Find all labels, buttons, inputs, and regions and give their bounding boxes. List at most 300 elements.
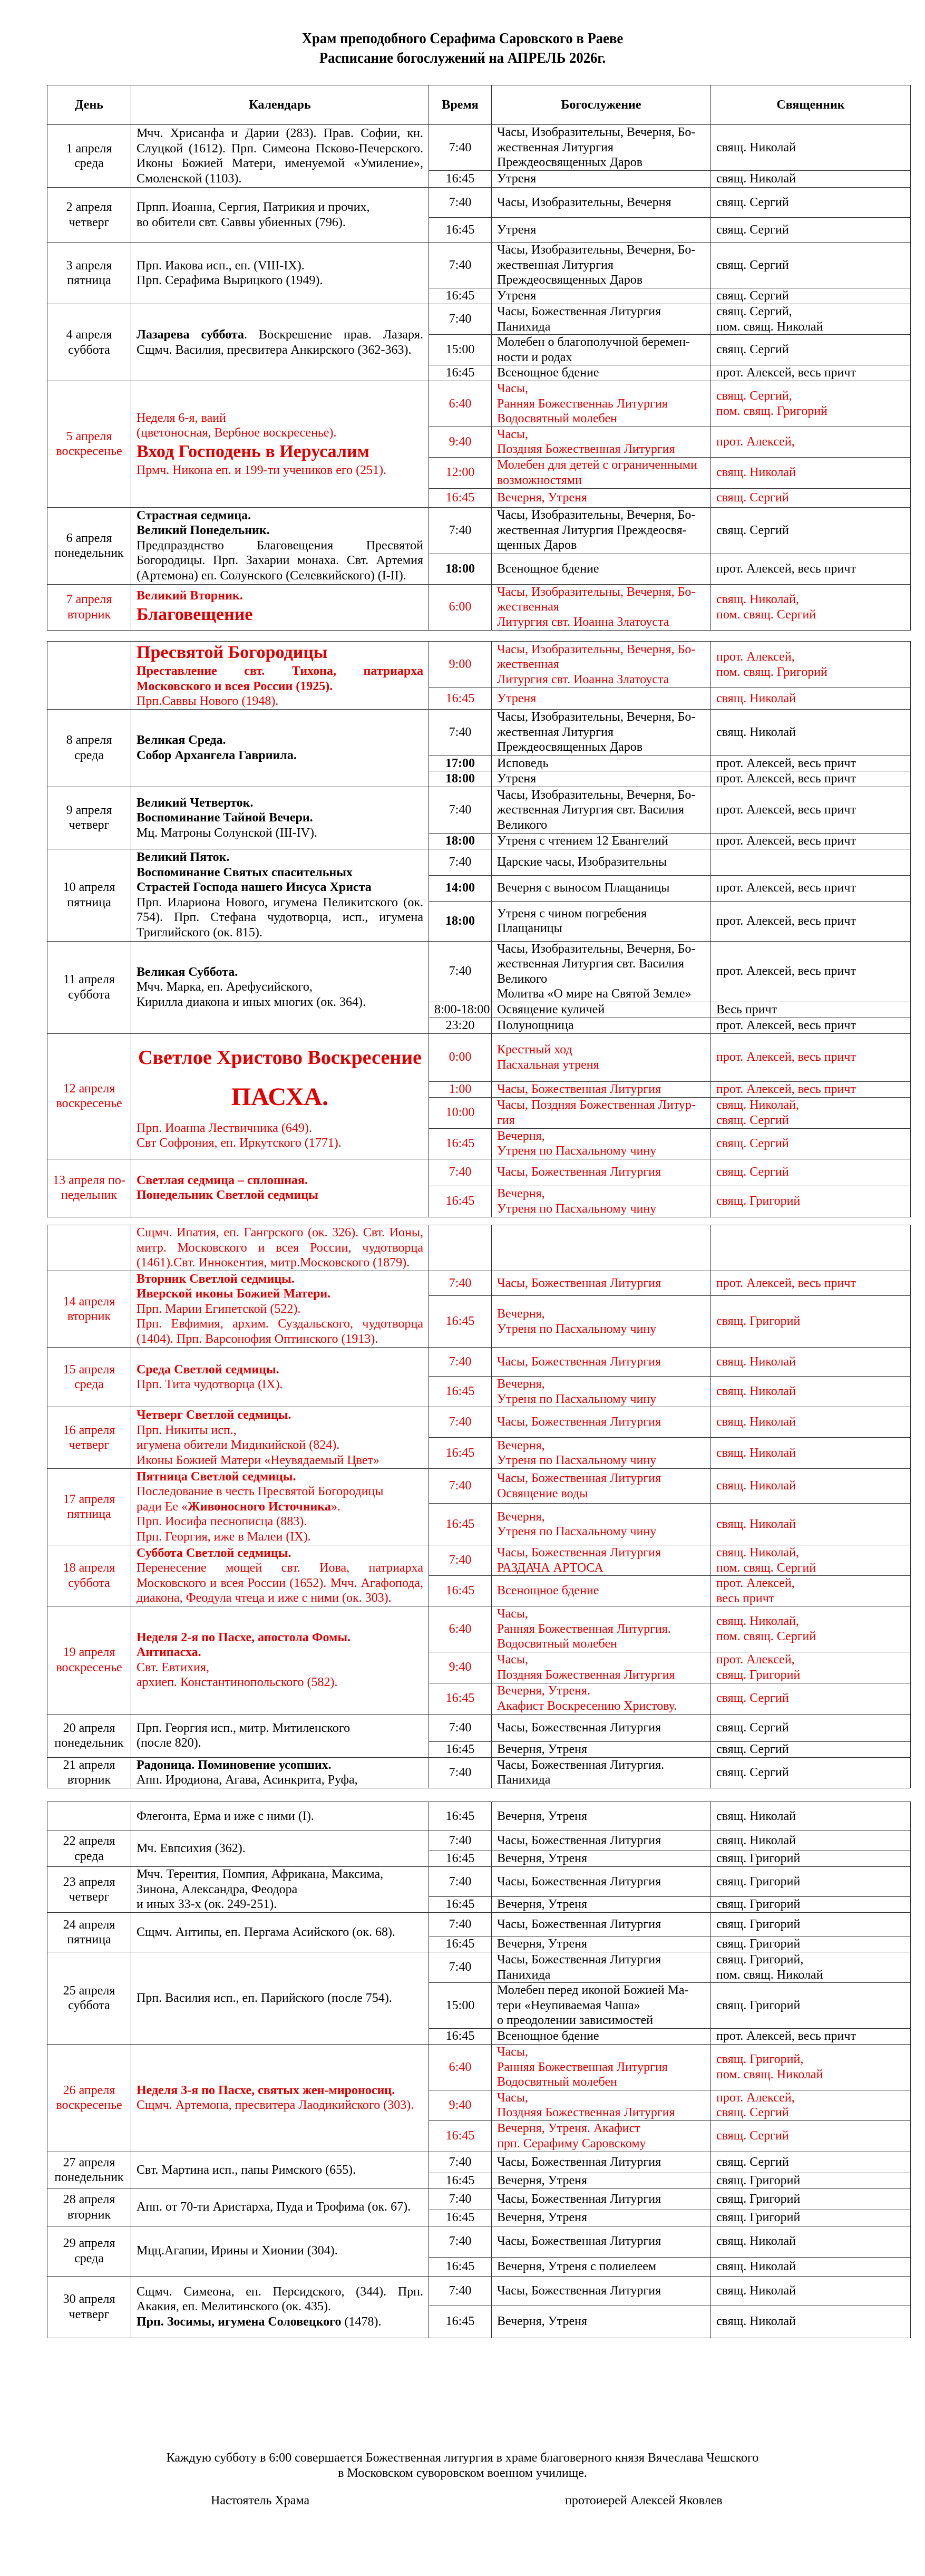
- time-cell: 15:00: [429, 335, 492, 365]
- priest-cell: [711, 1081, 911, 1097]
- service-line: Часы,: [497, 427, 529, 441]
- day-weekday: понедельник: [54, 2171, 124, 2184]
- service-line: Часы, Изобразительны, Вечерня, Бо-: [497, 243, 696, 257]
- service-cell: [492, 584, 711, 630]
- day-weekday: вторник: [67, 2207, 111, 2222]
- schedule-table: [47, 85, 911, 631]
- calendar-text: ради Ее «: [137, 1499, 188, 1514]
- feast-title-large: Светлое Христово Воскресение: [138, 1046, 422, 1069]
- service-cell: [492, 1504, 711, 1545]
- column-header: Календарь: [131, 85, 429, 125]
- day-cell: [47, 381, 131, 508]
- day-date: 4 апреля: [66, 328, 112, 342]
- calendar-cell: [131, 2188, 429, 2226]
- priest-cell: [711, 1652, 911, 1683]
- service-line: Пасхальная утреня: [497, 1058, 599, 1072]
- service-line: Часы, Изобразительны, Вечерня, Бо-: [497, 125, 696, 140]
- schedule-row: [47, 188, 911, 218]
- service-cell: [492, 1128, 711, 1159]
- day-weekday: понедельник: [54, 1736, 124, 1750]
- priest-cell: [711, 2226, 911, 2257]
- service-cell: [492, 1983, 711, 2029]
- time-cell: 16:45: [429, 1377, 492, 1407]
- priest-line: прот. Алексей,: [716, 1653, 795, 1667]
- priest-line: свящ. Николай: [716, 1809, 796, 1823]
- time-cell: [429, 1225, 492, 1271]
- priest-cell: [711, 381, 911, 427]
- priest-cell: [711, 1271, 911, 1296]
- day-weekday: суббота: [68, 343, 110, 357]
- service-cell: [492, 849, 711, 875]
- service-cell: [492, 1652, 711, 1683]
- priest-cell: [711, 218, 911, 243]
- service-line: жественная Литургия Преждеосвя-: [497, 523, 687, 537]
- service-cell: [492, 2045, 711, 2090]
- column-header: День: [47, 85, 131, 125]
- time-cell: 16:45: [429, 218, 492, 243]
- priest-line: свящ. Сергий: [716, 2106, 789, 2119]
- service-cell: [492, 1469, 711, 1504]
- service-line: Всенощное бдение: [497, 366, 599, 380]
- calendar-text: Свт. Евтихия,: [137, 1660, 210, 1674]
- time-cell: 6:40: [429, 1606, 492, 1652]
- schedule-row: [47, 2188, 911, 2210]
- service-line: Освящение воды: [497, 1486, 588, 1500]
- priest-line: свящ. Николай: [716, 172, 796, 186]
- service-cell: [492, 188, 711, 218]
- calendar-text: Прп. Марии Египетской (522).: [137, 1302, 301, 1316]
- day-cell: [47, 1952, 131, 2045]
- day-date: 23 апреля: [63, 1875, 115, 1889]
- day-weekday: четверг: [69, 1438, 110, 1452]
- day-cell: [47, 2226, 131, 2276]
- priest-line: прот. Алексей,: [716, 434, 795, 449]
- day-date: 3 апреля: [66, 258, 112, 273]
- schedule-row: [47, 507, 911, 554]
- day-weekday: суббота: [68, 1576, 110, 1590]
- priest-line: прот. Алексей, весь причт: [716, 964, 856, 979]
- service-cell: [492, 2152, 711, 2173]
- priest-line: свящ. Сергий: [716, 1113, 789, 1127]
- calendar-text: Собор Архангела Гавриила.: [137, 748, 297, 762]
- service-cell: [492, 1438, 711, 1469]
- calendar-text: ».: [330, 1499, 340, 1514]
- day-cell: [47, 125, 131, 188]
- service-line: Часы, Изобразительны, Вечерня, Бо-: [497, 585, 696, 599]
- priest-line: прот. Алексей, весь причт: [716, 1276, 856, 1290]
- service-cell: [492, 1033, 711, 1081]
- day-date: 1 апреля: [66, 141, 112, 156]
- priest-cell: [711, 2257, 911, 2276]
- time-cell: 17:00: [429, 756, 492, 771]
- priest-line: свящ. Григорий: [716, 1874, 801, 1889]
- time-cell: 10:00: [429, 1097, 492, 1128]
- service-cell: [492, 1018, 711, 1033]
- calendar-text: Флегонта, Ерма и иже с ними (I).: [137, 1809, 314, 1823]
- day-cell: [47, 1271, 131, 1348]
- day-date: 7 апреля: [66, 593, 112, 606]
- time-cell: 7:40: [429, 1271, 492, 1296]
- priest-line: пом. свящ. Сергий: [716, 607, 816, 622]
- schedule-row: [47, 243, 911, 288]
- calendar-text: Воспоминание Святых спасительных: [137, 865, 353, 879]
- day-weekday: среда: [74, 1849, 104, 1863]
- service-cell: [492, 2210, 711, 2226]
- day-cell: [47, 1225, 131, 1271]
- time-cell: 7:40: [429, 507, 492, 554]
- priest-line: свящ. Григорий: [716, 1917, 801, 1931]
- service-line: Часы, Божественная Литургия: [497, 2155, 661, 2169]
- calendar-cell: [131, 1757, 429, 1788]
- priest-line: прот. Алексей, весь причт: [716, 914, 856, 928]
- service-cell: [492, 901, 711, 941]
- calendar-cell: [131, 1225, 429, 1271]
- schedule-row: [47, 1225, 911, 1271]
- calendar-text: Преставление свт. Тихона, патриарха Московского и всея России (1925).: [137, 664, 423, 693]
- service-line: Часы, Божественная Литургия: [497, 2192, 661, 2206]
- priest-line: прот. Алексей, весь причт: [716, 561, 856, 576]
- priest-cell: [711, 1952, 911, 1983]
- time-cell: 7:40: [429, 1831, 492, 1851]
- service-line: Ранняя Божественная Литургия.: [497, 1622, 671, 1636]
- service-line: Исповедь: [497, 756, 549, 770]
- schedule-row: [47, 1606, 911, 1652]
- service-line: Ранняя Божественная Литургия: [497, 2060, 668, 2074]
- calendar-cell: [131, 1545, 429, 1606]
- day-date: 6 апреля: [66, 531, 112, 545]
- schedule-row: [47, 2045, 911, 2090]
- day-weekday: пятница: [67, 1507, 111, 1521]
- day-weekday: воскресенье: [56, 1660, 122, 1674]
- service-cell: [492, 381, 711, 427]
- service-cell: [492, 1225, 711, 1271]
- calendar-text: Сщмч. Антипы, еп. Пергама Асийского (ок. 68).: [137, 1925, 395, 1939]
- service-line: Часы, Изобразительны, Вечерня, Бо-: [497, 642, 696, 656]
- calendar-text: Апп. от 70-ти Аристарха, Пуда и Трофима (ок. 67).: [137, 2200, 411, 2214]
- day-date: 8 апреля: [66, 733, 112, 748]
- service-cell: [492, 834, 711, 849]
- service-line: Часы, Божественная Литургия: [497, 1165, 661, 1179]
- service-cell: [492, 1867, 711, 1897]
- priest-cell: [711, 1936, 911, 1952]
- priest-cell: [711, 554, 911, 584]
- service-line: Часы, Божественная Литургия: [497, 2283, 661, 2298]
- service-line: Молитва «О мире на Святой Земле»: [497, 987, 692, 1001]
- time-cell: 6:40: [429, 2045, 492, 2090]
- service-line: гия: [497, 1113, 515, 1127]
- day-date: 13 апреля по-: [53, 1173, 125, 1187]
- time-cell: 7:40: [429, 243, 492, 288]
- priest-cell: [711, 2276, 911, 2306]
- calendar-text: Вторник Светлой седмицы.: [137, 1272, 295, 1286]
- priest-line: свящ. Сергий: [716, 195, 789, 209]
- schedule-row: [47, 584, 911, 630]
- service-line: Панихида: [497, 319, 551, 334]
- day-cell: [47, 507, 131, 584]
- schedule-table: [47, 1802, 911, 2338]
- feast-title: Пресвятой Богородицы: [137, 643, 328, 662]
- service-cell: [492, 1851, 711, 1867]
- service-line: РАЗДАЧА АРТОСА: [497, 1561, 603, 1575]
- service-cell: [492, 171, 711, 188]
- calendar-text: Перенесение мощей свт. Иова, патриарха Московского и всея России (1652). Мчч. Агафопода, диакона, Феодула чтеца и иже с ними (ок. 303).: [137, 1561, 423, 1605]
- service-cell: [492, 1159, 711, 1186]
- time-cell: 16:45: [429, 1897, 492, 1913]
- priest-cell: [711, 688, 911, 709]
- service-cell: [492, 1897, 711, 1913]
- calendar-text: Воспоминание Тайной Вечери.: [137, 811, 313, 825]
- service-line: Утреня по Пасхальному чину: [497, 1202, 657, 1216]
- day-date: 28 апреля: [63, 2193, 115, 2206]
- time-cell: 16:45: [429, 2306, 492, 2338]
- service-cell: [492, 554, 711, 584]
- column-header: Священник: [711, 85, 911, 125]
- day-date: 9 апреля: [66, 803, 112, 817]
- time-cell: 7:40: [429, 2152, 492, 2173]
- calendar-text: Четверг Светлой седмицы.: [137, 1408, 291, 1422]
- service-line: Часы, Божественная Литургия: [497, 1953, 661, 1967]
- time-cell: 7:40: [429, 1714, 492, 1741]
- day-cell: [47, 709, 131, 787]
- calendar-text: Последование в честь Пресвятой Богородицы: [137, 1485, 384, 1499]
- service-cell: [492, 1741, 711, 1757]
- calendar-text: Сщмч. Артемона, пресвитера Лаодикийского (303).: [137, 2098, 414, 2113]
- service-line: Утреня по Пасхальному чину: [497, 1525, 657, 1538]
- service-line: Часы, Божественная Литургия: [497, 1082, 661, 1096]
- schedule-row: [47, 1469, 911, 1504]
- calendar-text: и иных 33-х (ок. 249-251).: [137, 1897, 277, 1912]
- schedule-row: [47, 381, 911, 427]
- calendar-text: Светлая седмица – сплошная.: [137, 1173, 308, 1187]
- service-cell: [492, 1097, 711, 1128]
- priest-line: свящ. Григорий,: [716, 2052, 804, 2067]
- service-cell: [492, 787, 711, 834]
- calendar-cell: [131, 1159, 429, 1217]
- service-line: Утреня: [497, 289, 537, 303]
- priest-cell: [711, 427, 911, 457]
- priest-line: пом. свящ. Николай: [716, 1968, 823, 1982]
- priest-cell: [711, 1831, 911, 1851]
- service-cell: [492, 1271, 711, 1296]
- time-cell: 9:40: [429, 427, 492, 457]
- time-cell: 16:45: [429, 2210, 492, 2226]
- priest-line: прот. Алексей, весь причт: [716, 834, 856, 848]
- time-cell: 16:45: [429, 1438, 492, 1469]
- priest-line: свящ. Сергий: [716, 222, 789, 237]
- calendar-text: Лазарева суббота: [137, 328, 244, 342]
- day-date: 25 апреля: [63, 1983, 115, 1998]
- calendar-text: Мч. Евпсихия (362).: [137, 1842, 246, 1856]
- priest-line: прот. Алексей,: [716, 2090, 795, 2105]
- church-title: Храм преподобного Серафима Саровского в Раеве: [301, 30, 624, 47]
- priest-cell: [711, 507, 911, 554]
- service-cell: [492, 688, 711, 709]
- time-cell: 18:00: [429, 771, 492, 787]
- priest-line: свящ. Николай: [716, 1415, 796, 1429]
- day-weekday: воскресенье: [56, 444, 122, 459]
- time-cell: 7:40: [429, 125, 492, 171]
- priest-line: свящ. Николай: [716, 2234, 796, 2249]
- time-cell: 7:40: [429, 941, 492, 1002]
- service-line: Вечерня, Утреня: [497, 2173, 587, 2187]
- calendar-text: (цветоносная, Вербное воскресенье).: [137, 426, 337, 440]
- calendar-text: Неделя 6-я, ваий: [137, 411, 226, 425]
- time-cell: 6:00: [429, 584, 492, 630]
- priest-line: свящ. Григорий: [716, 2211, 801, 2225]
- priest-cell: [711, 335, 911, 365]
- column-header: Богослужение: [492, 85, 711, 125]
- priest-cell: [711, 1128, 911, 1159]
- priest-line: прот. Алексей, весь причт: [716, 1018, 856, 1032]
- day-cell: [47, 2276, 131, 2338]
- schedule-row: [47, 1545, 911, 1576]
- service-line: Молебен о благополучной беремен-: [497, 335, 690, 349]
- day-date: 26 апреля: [63, 2083, 115, 2097]
- priest-line: свящ. Сергий: [716, 2129, 789, 2143]
- service-line: Утреня с чтением 12 Евангелий: [497, 834, 668, 848]
- calendar-cell: [131, 1407, 429, 1469]
- calendar-text: Великий Вторник.: [137, 589, 243, 603]
- service-line: Поздняя Божественная Литургия: [497, 442, 675, 456]
- service-line: Вечерня,: [497, 1438, 545, 1452]
- service-line: Утреня по Пасхальному чину: [497, 1392, 657, 1406]
- service-line: ности и родах: [497, 350, 572, 364]
- day-date: 29 апреля: [63, 2236, 115, 2250]
- priest-line: свящ. Григорий: [716, 1937, 801, 1951]
- calendar-cell: [131, 507, 429, 584]
- calendar-cell: [131, 1271, 429, 1348]
- service-line: Крестный ход: [497, 1043, 572, 1057]
- time-cell: 7:40: [429, 1469, 492, 1504]
- service-line: тери «Неупиваемая Чаша»: [497, 1998, 640, 2012]
- day-date: 24 апреля: [63, 1918, 115, 1932]
- service-line: Водосвятный молебен: [497, 412, 618, 425]
- time-cell: 7:40: [429, 1407, 492, 1438]
- day-cell: [47, 1757, 131, 1788]
- day-cell: [47, 941, 131, 1033]
- service-cell: [492, 488, 711, 507]
- service-cell: [492, 1757, 711, 1788]
- time-cell: 7:40: [429, 1913, 492, 1936]
- calendar-cell: [131, 849, 429, 941]
- service-line: Вечерня, Утреня: [497, 1897, 587, 1912]
- schedule-table: [47, 1225, 911, 1788]
- priest-line: пом. свящ. Григорий: [716, 665, 827, 679]
- calendar-text: Мчч. Хрисанфа и Дарии (283). Прав. Софии, кн. Слуцкой (1612). Прп. Симеона Псково-Печерского. Иконы Божией Матери, именуемой «Умиление», Смоленской (1103).: [137, 127, 423, 186]
- service-line: Водосвятный молебен: [497, 2075, 618, 2089]
- day-date: 19 апреля: [63, 1645, 115, 1660]
- day-cell: [47, 1714, 131, 1757]
- time-cell: 7:40: [429, 709, 492, 756]
- time-cell: 16:45: [429, 1802, 492, 1831]
- priest-line: прот. Алексей, весь причт: [716, 366, 856, 380]
- day-date: 18 апреля: [63, 1561, 115, 1575]
- service-line: Всенощное бдение: [497, 1584, 599, 1598]
- service-line: Вечерня,: [497, 1509, 545, 1524]
- service-cell: [492, 1913, 711, 1936]
- priest-cell: [711, 1097, 911, 1128]
- day-date: 14 апреля: [63, 1294, 115, 1309]
- calendar-text: Суббота Светлой седмицы.: [137, 1546, 291, 1560]
- service-line: о преодолении зависимостей: [497, 2013, 654, 2028]
- time-cell: 16:45: [429, 1936, 492, 1952]
- priest-cell: [711, 2029, 911, 2045]
- priest-line: свящ. Сергий: [716, 490, 789, 505]
- priest-line: свящ. Николай: [716, 140, 796, 154]
- signature-name: протоиерей Алексей Яковлев: [565, 2494, 723, 2507]
- schedule-row: [47, 849, 911, 875]
- service-line: Утреня: [497, 691, 537, 705]
- service-line: Вечерня с выносом Плащаницы: [497, 881, 670, 895]
- day-cell: [47, 1033, 131, 1159]
- service-line: жественная Литургия: [497, 140, 614, 154]
- service-line: Полунощница: [497, 1018, 574, 1032]
- priest-cell: [711, 1348, 911, 1377]
- service-cell: [492, 875, 711, 901]
- priest-line: прот. Алексей, весь причт: [716, 756, 856, 770]
- calendar-cell: [131, 1952, 429, 2045]
- priest-cell: [711, 1504, 911, 1545]
- service-cell: [492, 2257, 711, 2276]
- service-line: жественная: [497, 657, 559, 672]
- schedule-row: [47, 787, 911, 834]
- service-cell: [492, 1714, 711, 1741]
- service-cell: [492, 288, 711, 304]
- priest-line: свящ. Григорий: [716, 2192, 801, 2206]
- priest-line: свящ. Николай,: [716, 1546, 799, 1560]
- priest-cell: [711, 1683, 911, 1714]
- time-cell: 7:40: [429, 2226, 492, 2257]
- day-date: 15 апреля: [63, 1362, 115, 1377]
- service-line: Часы,: [497, 2045, 529, 2059]
- day-weekday: среда: [74, 748, 104, 762]
- priest-cell: [711, 1576, 911, 1606]
- time-cell: 16:45: [429, 688, 492, 709]
- priest-line: свящ. Сергий: [716, 2155, 789, 2169]
- time-cell: 16:45: [429, 1741, 492, 1757]
- priest-line: прот. Алексей, весь причт: [716, 1050, 856, 1064]
- priest-line: свящ. Николай: [716, 691, 796, 705]
- service-line: Преждеосвященных Даров: [497, 273, 643, 287]
- day-cell: [47, 2188, 131, 2226]
- day-cell: [47, 1606, 131, 1715]
- schedule-row: [47, 1757, 911, 1788]
- priest-line: пом. свящ. Николай: [716, 2067, 823, 2081]
- calendar-line: [137, 1499, 423, 1515]
- day-weekday: четверг: [69, 215, 110, 229]
- day-cell: [47, 1348, 131, 1407]
- time-cell: 7:40: [429, 1867, 492, 1897]
- priest-line: прот. Алексей,: [716, 650, 795, 664]
- service-cell: [492, 1002, 711, 1018]
- service-cell: [492, 709, 711, 756]
- service-line: Часы, Изобразительны, Вечерня: [497, 195, 671, 209]
- time-cell: 12:00: [429, 457, 492, 488]
- calendar-cell: [131, 304, 429, 381]
- calendar-text: (1478).: [341, 2314, 382, 2329]
- calendar-text: Радоница. Поминовение усопших.: [137, 1758, 332, 1772]
- service-line: Часы, Божественная Литургия: [497, 1874, 661, 1889]
- calendar-cell: [131, 1714, 429, 1757]
- time-cell: 9:40: [429, 1652, 492, 1683]
- calendar-cell: [131, 709, 429, 787]
- service-cell: [492, 304, 711, 335]
- calendar-text: Зинона, Александра, Феодора: [137, 1882, 298, 1896]
- priest-cell: [711, 901, 911, 941]
- service-line: Часы, Поздняя Божественная Литур-: [497, 1098, 696, 1112]
- priest-line: свящ. Николай: [716, 1384, 796, 1399]
- calendar-text: Прп. Никиты исп.,: [137, 1423, 237, 1437]
